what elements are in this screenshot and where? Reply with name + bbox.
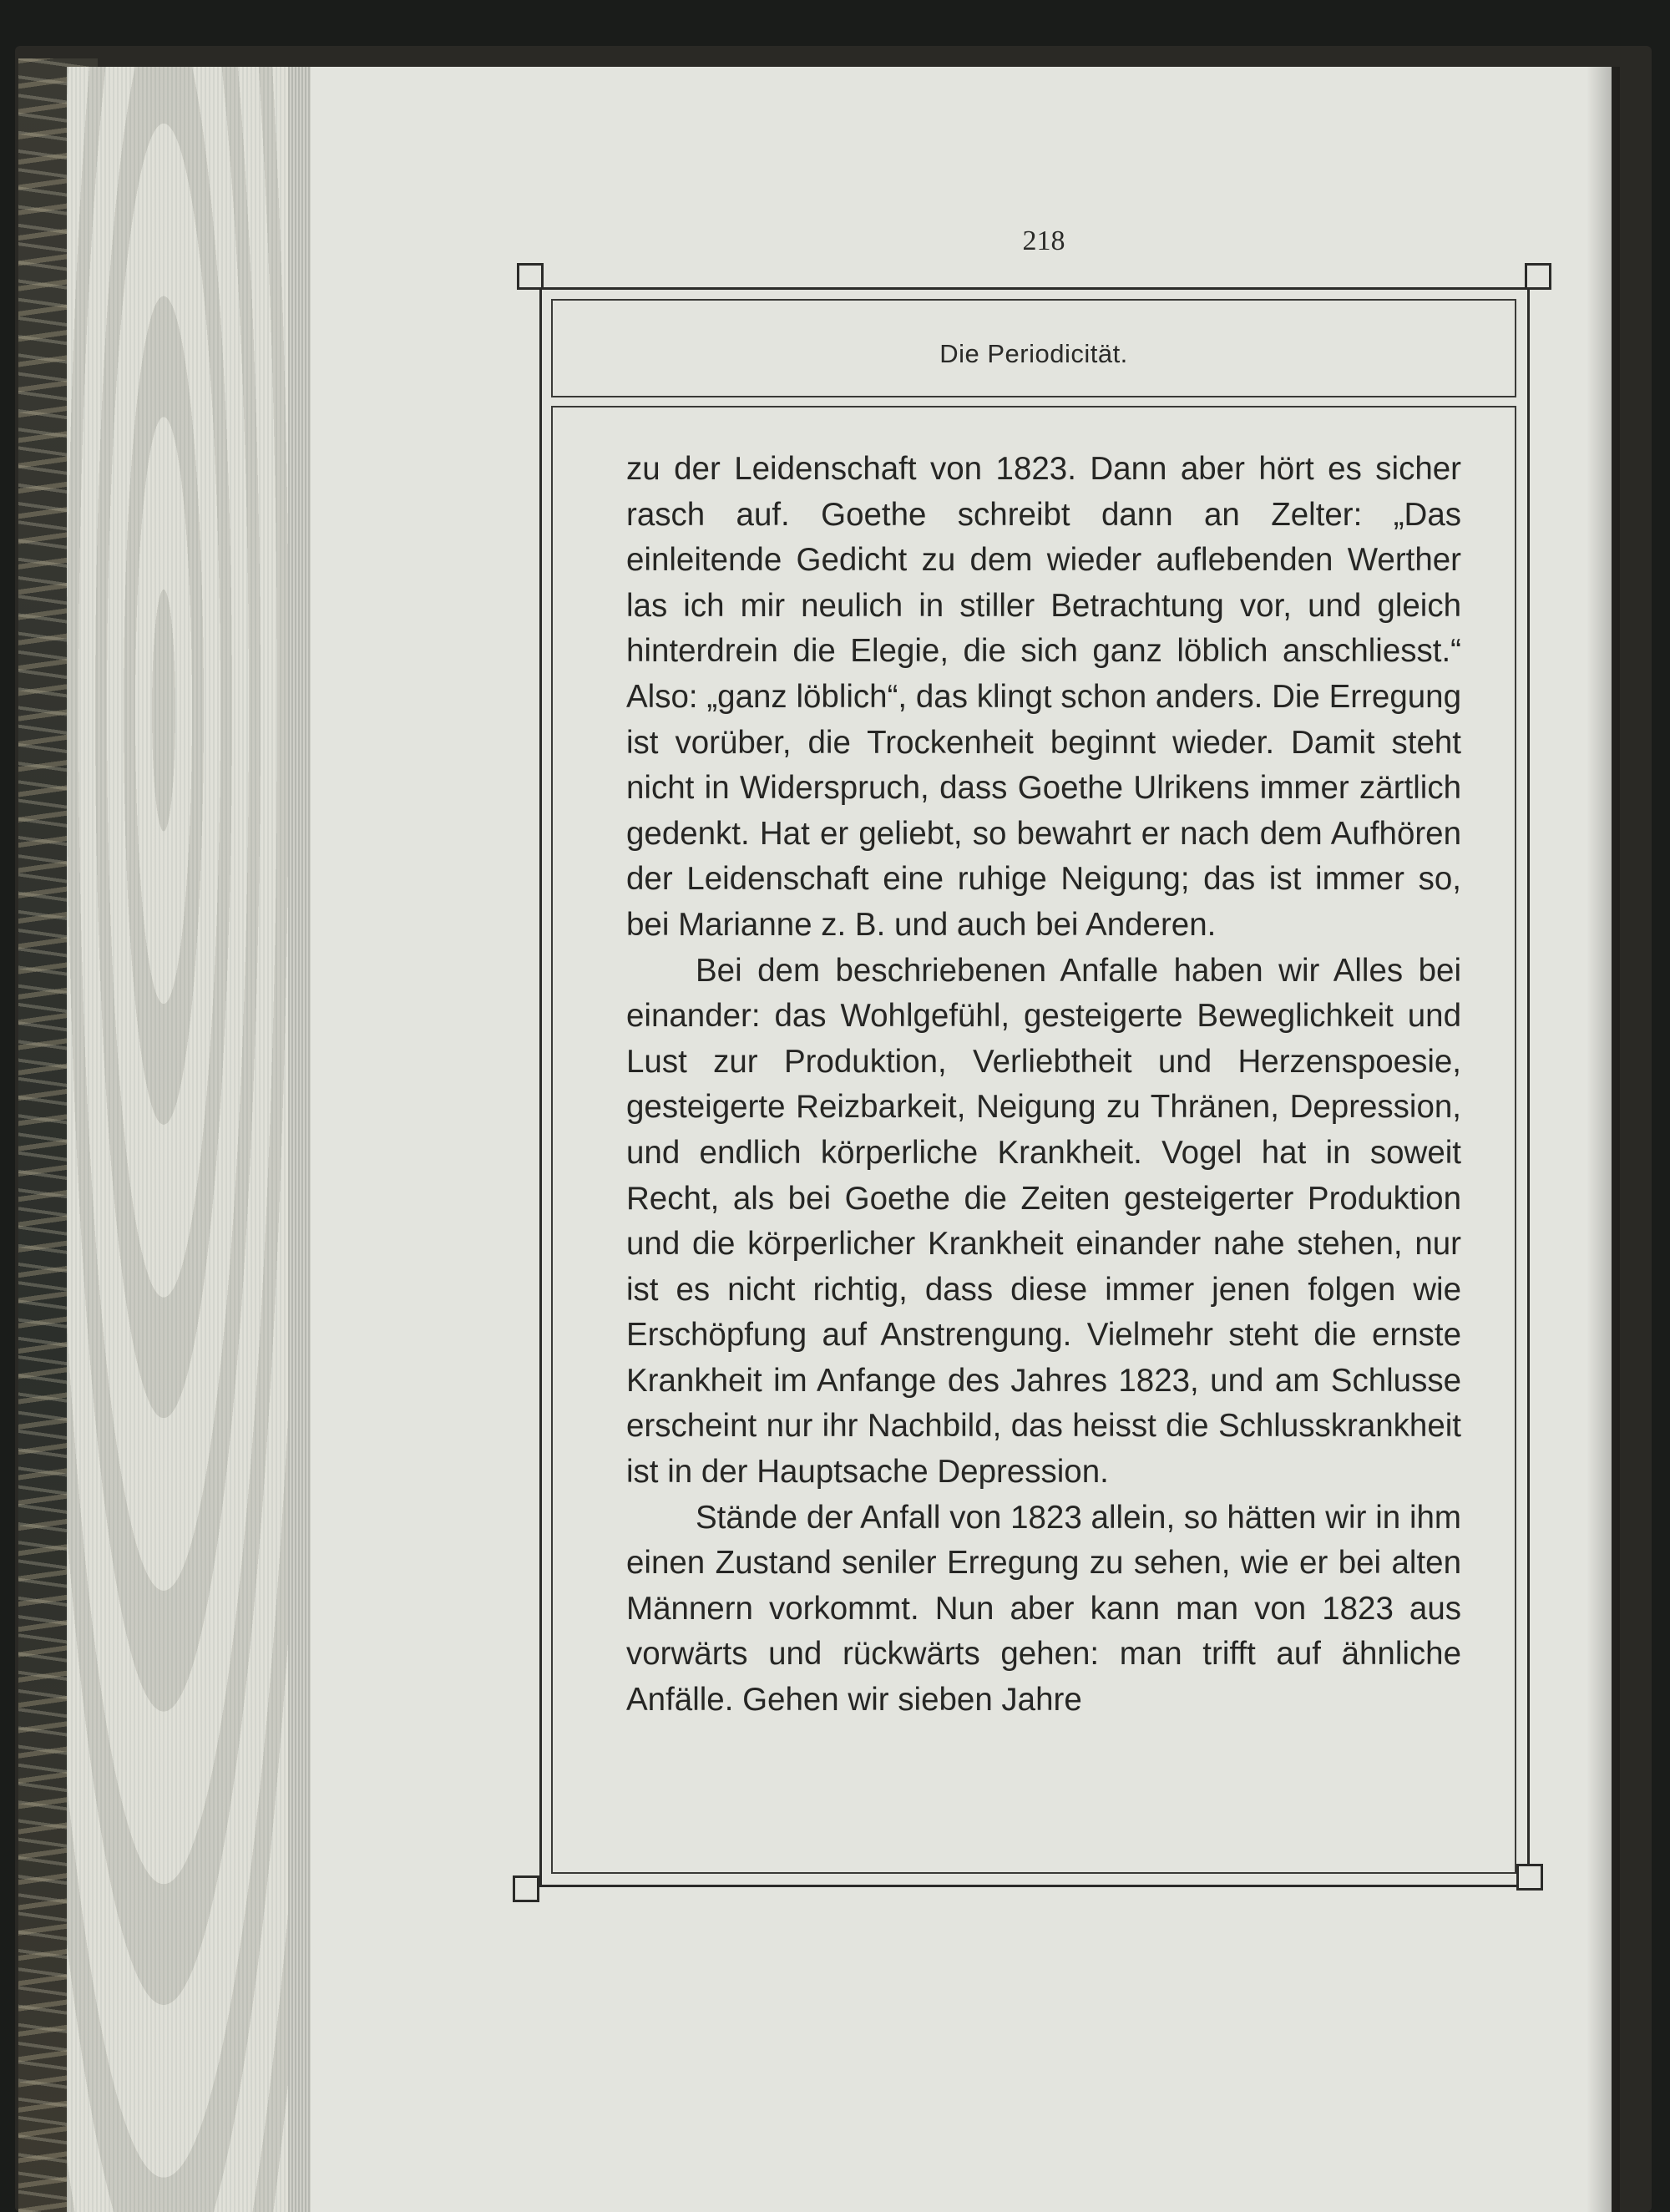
frame-corner-bottom-right <box>1516 1864 1543 1891</box>
frame-corner-top-left <box>517 263 544 290</box>
paragraph: zu der Leidenschaft von 1823. Dann aber hört es sicher rasch auf. Goethe schreibt dann an Zelter: „Das einleitende Gedicht zu dem wieder auflebenden Werther las ich mir neulich in stiller Betrachtung vor, und gleich hinterdrein die Elegie, die sich ganz löblich anschliesst.“ Also: „ganz löblich“, das klingt schon anders. Die Erregung ist vorüber, die Trockenheit beginnt wieder. Damit steht nicht in Widerspruch, dass Goethe Ulrikens immer zärtlich gedenkt. Hat er geliebt, so bewahrt er nach dem Aufhören der Leidenschaft eine ruhige Neigung; das ist immer so, bei Marianne z. B. und auch bei Anderen. <box>626 451 1461 943</box>
frame-corner-bottom-left <box>513 1875 539 1902</box>
page-number: 218 <box>1022 225 1065 256</box>
page-fore-edge <box>288 67 313 2212</box>
frame-corner-top-right <box>1525 263 1551 290</box>
gutter-shadow <box>1586 67 1620 2212</box>
page-edges <box>67 67 309 2212</box>
running-head: Die Periodicität. <box>939 339 1128 368</box>
paragraph: Bei dem beschriebenen Anfalle haben wir Alles bei einander: das Wohlgefühl, gesteigerte Beweglichkeit und Lust zur Produktion, Verliebtheit und Herzenspoesie, gesteigerte Reizbarkeit, Neigung zu Thränen, Depression, und endlich körperliche Krankheit. Vogel hat in soweit Recht, als bei Goethe die Zeiten gesteigerter Produktion und die körperlicher Krankheit einander nahe stehen, nur ist es nicht richtig, dass diese immer jenen folgen wie Erschöpfung auf Anstrengung. Vielmehr steht die ernste Krankheit im Anfange des Jahres 1823, und am Schlusse erscheint nur ihr Nachbild, das heisst die Schlusskrankheit ist in der Hauptsache Depression. <box>626 952 1461 1491</box>
paragraph: Stände der Anfall von 1823 allein, so hätten wir in ihm einen Zustand seniler Erregung zu sehen, wie er bei alten Männern vorkommt. Nun aber kann man von 1823 aus vorwärts und rückwärts gehen: man trifft auf ähnliche Anfälle. Gehen wir sieben Jahre <box>626 1499 1461 1718</box>
body-text <box>626 447 1461 1724</box>
